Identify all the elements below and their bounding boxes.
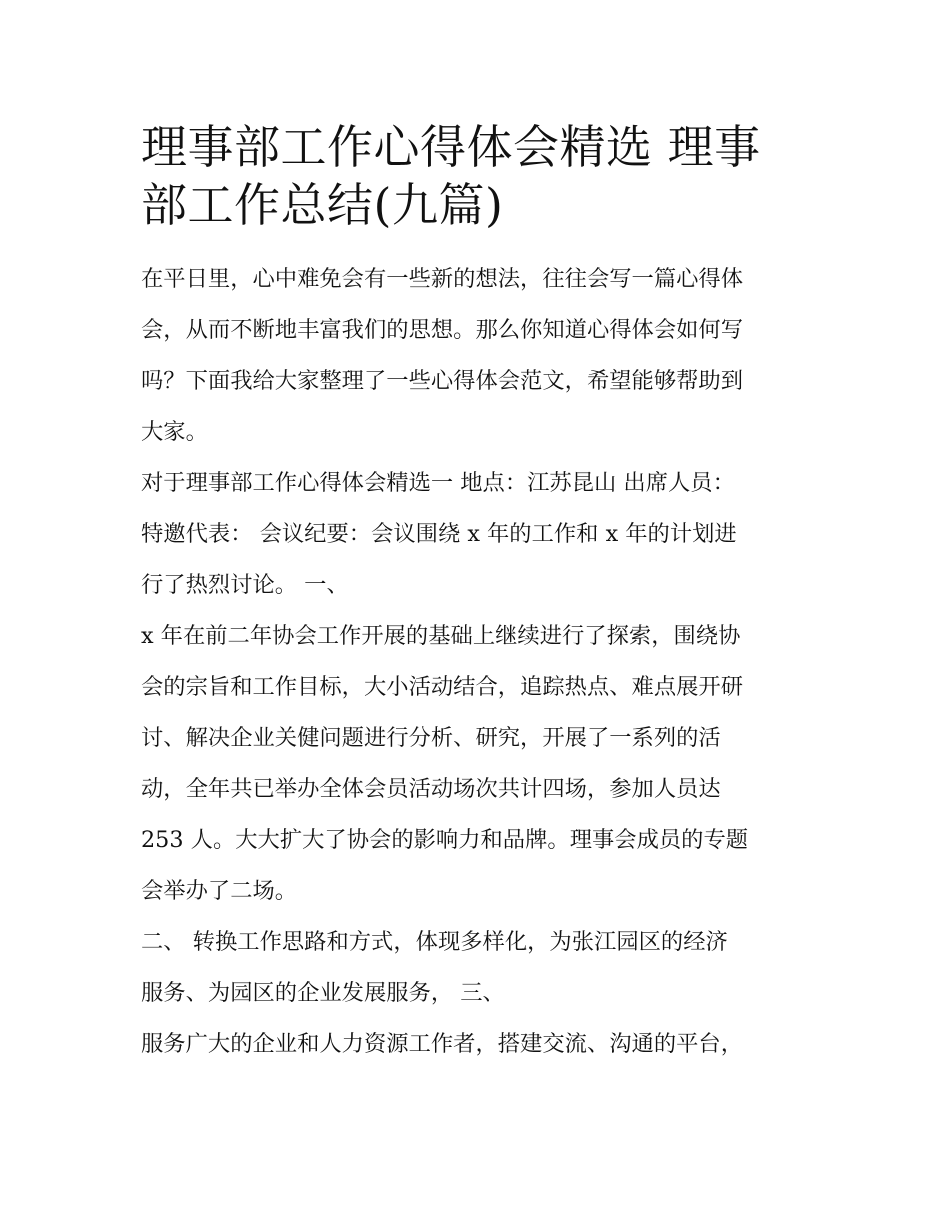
text-line: 服务广大的企业和人力资源工作者，搭建交流、沟通的平台， bbox=[141, 1031, 744, 1057]
text-line: 在平日里，心中难免会有一些新的想法，往往会写一篇心得体 bbox=[141, 266, 744, 292]
text-line: 会，从而不断地丰富我们的思想。那么你知道心得体会如何写 bbox=[141, 317, 744, 343]
text-line: x 年在前二年协会工作开展的基础上继续进行了探索，围绕协 bbox=[141, 623, 741, 649]
text-line: 行了热烈讨论。 一、 bbox=[141, 572, 349, 598]
title-line: 理事部工作心得体会精选 理事 bbox=[141, 120, 761, 174]
document-page bbox=[141, 118, 813, 1070]
text-line: 会举办了二场。 bbox=[141, 878, 298, 904]
text-line: 大家。 bbox=[141, 419, 208, 445]
title-line: 部工作总结(九篇) bbox=[141, 178, 504, 232]
intro-paragraph bbox=[141, 254, 813, 458]
work-summary-paragraph bbox=[141, 611, 813, 917]
text-line: 服务、为园区的企业发展服务， 三、 bbox=[141, 980, 505, 1006]
text-line: 特邀代表： 会议纪要：会议围绕 x 年的工作和 x 年的计划进 bbox=[141, 521, 737, 547]
text-line: 会的宗旨和工作目标，大小活动结合，追踪热点、难点展开研 bbox=[141, 674, 744, 700]
text-line: 动，全年共已举办全体会员活动场次共计四场，参加人员达 bbox=[141, 776, 721, 802]
text-line: 吗？下面我给大家整理了一些心得体会范文，希望能够帮助到 bbox=[141, 368, 744, 394]
section-three-paragraph bbox=[141, 1019, 813, 1070]
meeting-info-paragraph bbox=[141, 458, 813, 611]
text-line: 253 人。大大扩大了协会的影响力和品牌。理事会成员的专题 bbox=[141, 827, 749, 853]
document-title bbox=[141, 118, 813, 234]
section-two-paragraph bbox=[141, 917, 813, 1019]
text-line: 二、 转换工作思路和方式，体现多样化，为张江园区的经济 bbox=[141, 929, 728, 955]
text-line: 讨、解决企业关健问题进行分析、研究，开展了一系列的活 bbox=[141, 725, 721, 751]
text-line: 对于理事部工作心得体会精选一 地点：江苏昆山 出席人员： bbox=[141, 470, 735, 496]
